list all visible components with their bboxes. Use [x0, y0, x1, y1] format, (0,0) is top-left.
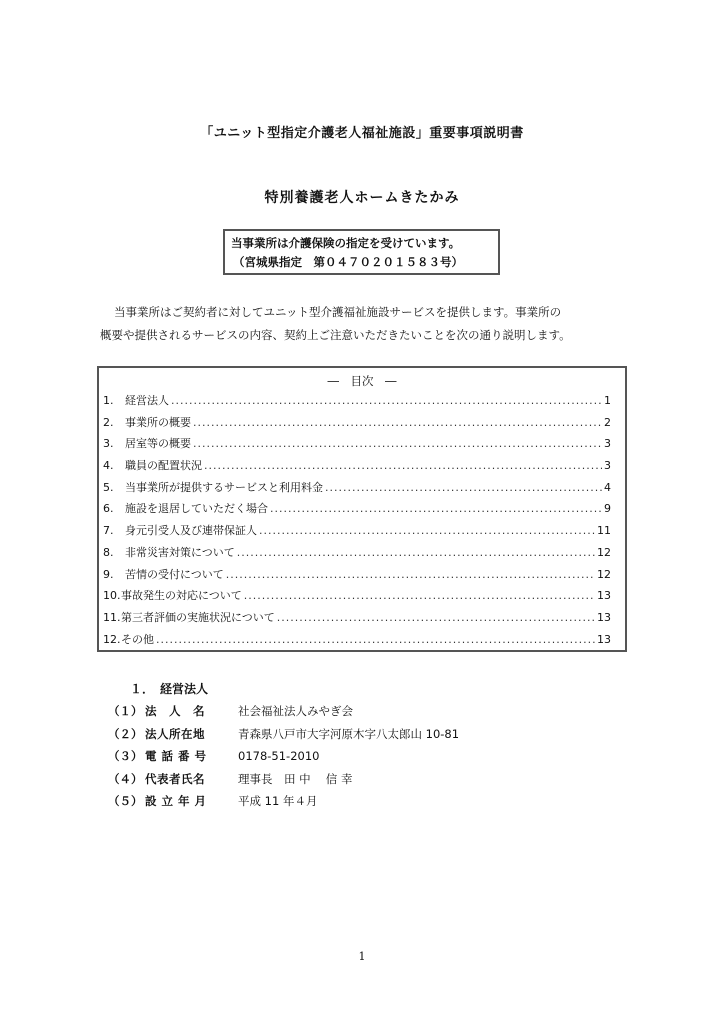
item-value: 青森県八戸市大字河原木字八太郎山 10-81	[238, 726, 460, 741]
item-label: 電 話 番 号	[145, 749, 207, 764]
toc-item-page: 3	[604, 437, 611, 451]
toc-item-page: 4	[604, 480, 611, 494]
toc-item	[103, 392, 611, 414]
toc-item-number: 3.	[103, 437, 114, 451]
toc-item-number: 4.	[103, 459, 114, 473]
corporation-info-row	[108, 768, 459, 791]
toc-item-label: その他	[121, 632, 154, 646]
page-number: 1	[358, 950, 366, 963]
item-label: 代表者氏名	[145, 771, 205, 786]
corporation-info-row	[108, 723, 459, 746]
toc-dot-leader	[156, 633, 595, 646]
toc-dot-leader	[193, 416, 602, 429]
toc-item	[103, 544, 611, 566]
notice-line-1: 当事業所は介護保険の指定を受けています。	[231, 236, 461, 250]
toc-item	[103, 566, 611, 588]
toc-item-label: 当事業所が提供するサービスと利用料金	[125, 480, 323, 494]
item-label: 法 人 名	[145, 704, 205, 719]
document-title: 「ユニット型指定介護老人福祉施設」重要事項説明書	[200, 126, 524, 141]
toc-item-label: 第三者評価の実施状況について	[121, 610, 275, 624]
corporation-info-table	[108, 700, 459, 813]
item-number: （１）	[108, 704, 143, 719]
toc-dot-leader	[226, 568, 595, 581]
toc-item	[103, 631, 611, 653]
toc-item	[103, 414, 611, 436]
toc-item-page: 12	[597, 567, 611, 581]
toc-item	[103, 500, 611, 522]
toc-item-label: 経営法人	[125, 394, 169, 407]
toc-dot-leader	[193, 437, 602, 450]
toc-item-number: 7.	[103, 524, 114, 538]
toc-item-number: 11.	[103, 610, 121, 624]
toc-dot-leader	[244, 589, 595, 602]
item-number: （４）	[108, 771, 143, 786]
intro-line-2: 概要や提供されるサービスの内容、契約上ご注意いただきたいことを次の通り説明します。	[100, 328, 571, 342]
toc-item-label: 身元引受人及び連帯保証人	[125, 524, 257, 538]
toc-item-number: 8.	[103, 545, 114, 559]
toc-item-page: 13	[597, 610, 611, 624]
toc-item	[103, 479, 611, 501]
toc-item-number: 10.	[103, 589, 121, 603]
item-value: 0178-51-2010	[238, 749, 320, 764]
item-value: 社会福祉法人みやぎ会	[238, 704, 353, 719]
toc-dot-leader	[277, 611, 595, 624]
toc-dot-leader	[259, 524, 595, 537]
table-of-contents	[97, 366, 627, 652]
toc-item-label: 居室等の概要	[125, 437, 191, 451]
toc-item-label: 非常災害対策について	[125, 545, 235, 559]
corporation-info-row	[108, 790, 459, 813]
toc-item-page: 2	[604, 415, 611, 429]
facility-name: 特別養護老人ホームきたかみ	[264, 190, 460, 206]
item-number: （５）	[108, 794, 143, 809]
toc-item-number: 6.	[103, 502, 114, 516]
toc-item-number: 12.	[103, 632, 121, 646]
toc-list	[103, 392, 611, 652]
item-value: 平成 11 年４月	[238, 794, 318, 809]
corporation-info-row	[108, 700, 459, 723]
toc-heading: ― 目次 ―	[327, 374, 397, 388]
notice-line-2: （宮城県指定 第０４７０２０１５８３号）	[233, 255, 463, 269]
item-number: （３）	[108, 749, 143, 764]
toc-item-label: 事故発生の対応について	[121, 589, 242, 603]
toc-dot-leader	[204, 459, 602, 472]
item-label: 設 立 年 月	[145, 794, 207, 809]
toc-dot-leader	[270, 502, 602, 515]
toc-item-label: 事業所の概要	[125, 415, 191, 429]
intro-line-1: 当事業所はご契約者に対してユニット型介護福祉施設サービスを提供します。事業所の	[114, 305, 562, 319]
toc-dot-leader	[237, 546, 595, 559]
toc-item-page: 3	[604, 459, 611, 473]
item-value: 理事長 田 中 信 幸	[238, 771, 353, 786]
toc-item	[103, 435, 611, 457]
toc-item	[103, 457, 611, 479]
designation-notice-box	[223, 229, 500, 275]
corporation-info-row	[108, 745, 459, 768]
intro-paragraph	[100, 301, 630, 347]
toc-item	[103, 587, 611, 609]
toc-item-page: 9	[604, 502, 611, 516]
section-1-title: １． 経営法人	[130, 682, 209, 696]
item-label: 法人所在地	[145, 726, 205, 741]
toc-item-label: 苦情の受付について	[125, 567, 224, 581]
toc-item-label: 施設を退居していただく場合	[125, 502, 268, 516]
toc-item-page: 11	[597, 524, 611, 538]
toc-item-page: 12	[597, 545, 611, 559]
toc-item	[103, 522, 611, 544]
toc-dot-leader	[325, 481, 602, 494]
toc-item-number: 1.	[103, 394, 114, 407]
toc-item-page: 13	[597, 632, 611, 646]
toc-item-page: 1	[604, 394, 611, 407]
toc-item	[103, 609, 611, 631]
item-number: （２）	[108, 726, 143, 741]
toc-item-label: 職員の配置状況	[125, 459, 202, 473]
toc-item-number: 9.	[103, 567, 114, 581]
toc-item-page: 13	[597, 589, 611, 603]
toc-dot-leader	[171, 394, 602, 407]
toc-item-number: 5.	[103, 480, 114, 494]
toc-item-number: 2.	[103, 415, 114, 429]
